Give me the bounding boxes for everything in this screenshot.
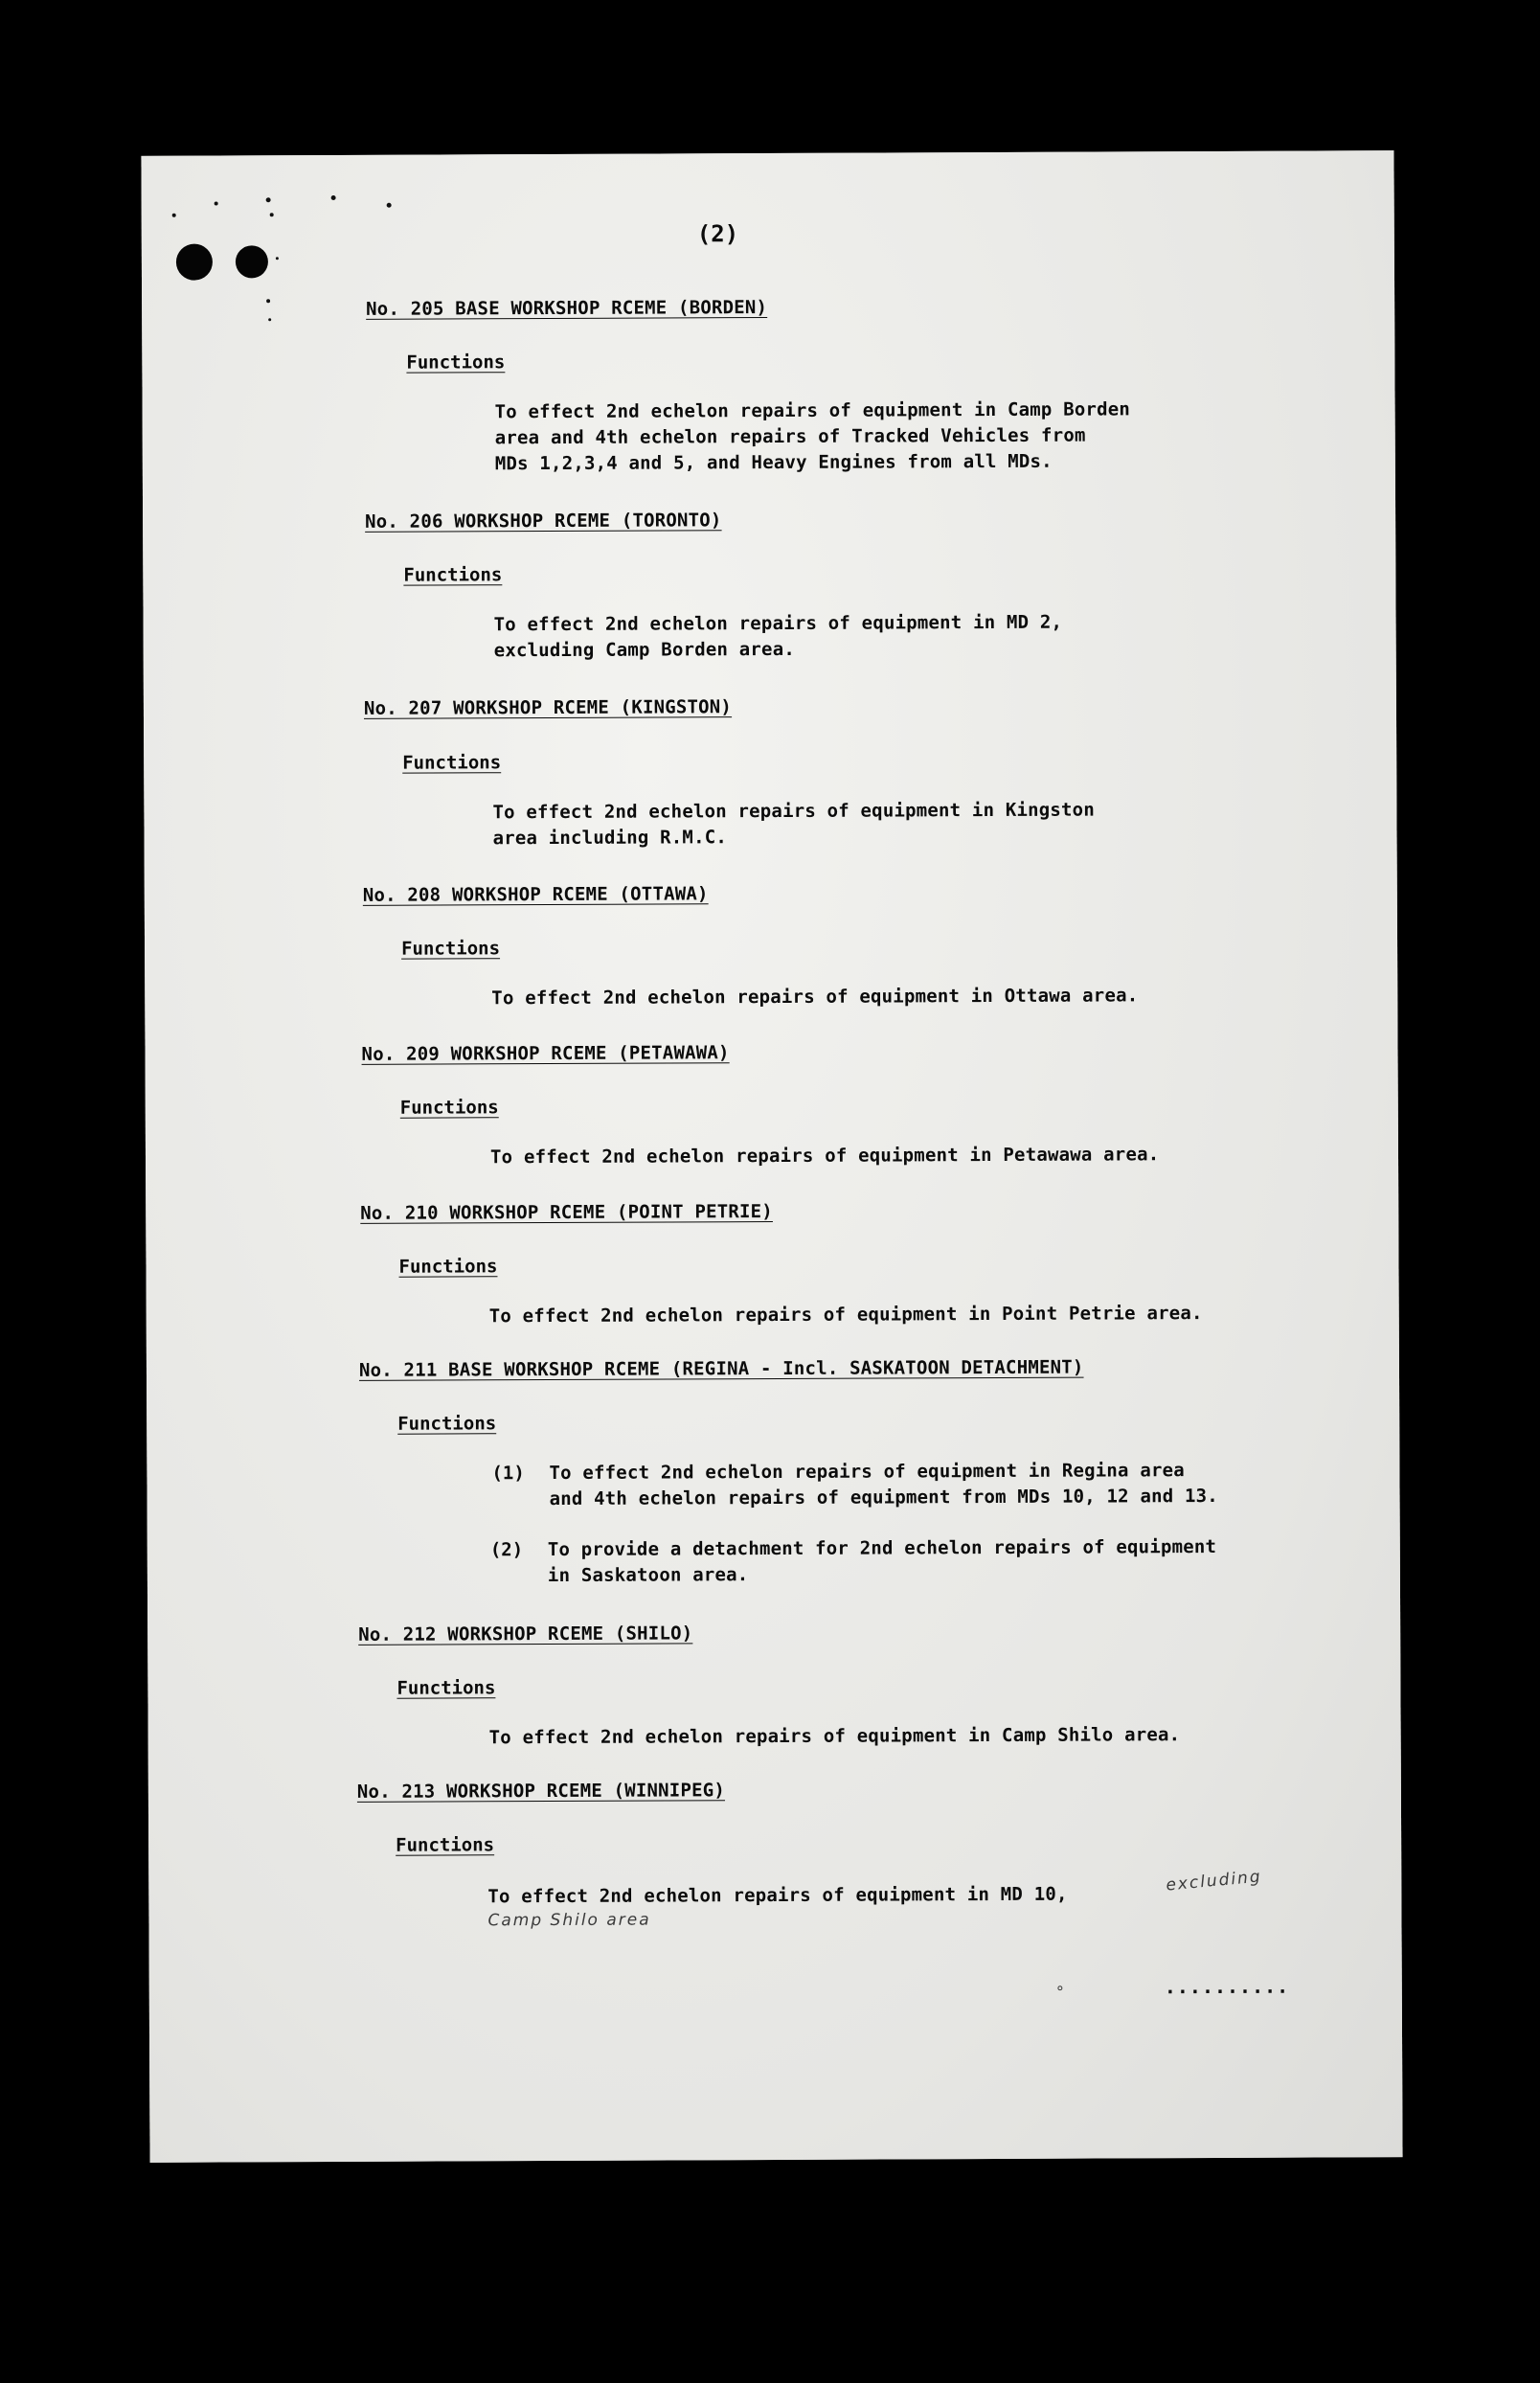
function-line: To effect 2nd echelon repairs of equipment in Camp Borden bbox=[494, 398, 1131, 423]
function-line: To effect 2nd echelon repairs of equipment in Point Petrie area. bbox=[488, 1303, 1203, 1328]
function-line: area including R.M.C. bbox=[492, 827, 728, 850]
functions-label: Functions bbox=[396, 1834, 495, 1856]
function-line: To effect 2nd echelon repairs of equipment in MD 10, bbox=[487, 1883, 1068, 1908]
section-heading-213: No. 213 WORKSHOP RCEME (WINNIPEG) bbox=[356, 1780, 726, 1803]
function-line: excluding Camp Borden area. bbox=[493, 638, 796, 662]
functions-label: Functions bbox=[403, 564, 503, 586]
function-line: To effect 2nd echelon repairs of equipment in Regina area bbox=[549, 1460, 1185, 1485]
function-line: To effect 2nd echelon repairs of equipment in Camp Shilo area. bbox=[488, 1724, 1181, 1749]
functions-label: Functions bbox=[399, 1097, 499, 1119]
item-number: (1) bbox=[491, 1463, 525, 1485]
section-heading-212: No. 212 WORKSHOP RCEME (SHILO) bbox=[358, 1623, 693, 1645]
page-number: (2) bbox=[696, 220, 739, 248]
handwritten-annotation: excluding bbox=[1165, 1867, 1263, 1895]
functions-label: Functions bbox=[402, 752, 502, 774]
section-heading-211: No. 211 BASE WORKSHOP RCEME (REGINA - Incl. SASKATOON DETACHMENT) bbox=[358, 1356, 1084, 1381]
continuation-dots: .......... bbox=[1164, 1974, 1290, 1999]
function-line: To effect 2nd echelon repairs of equipment in Petawawa area. bbox=[489, 1144, 1160, 1169]
function-line: in Saskatoon area. bbox=[547, 1564, 749, 1587]
section-heading-210: No. 210 WORKSHOP RCEME (POINT PETRIE) bbox=[360, 1200, 773, 1224]
functions-label: Functions bbox=[398, 1256, 498, 1278]
section-heading-206: No. 206 WORKSHOP RCEME (TORONTO) bbox=[365, 510, 722, 533]
function-line: area and 4th echelon repairs of Tracked Vehicles from bbox=[494, 424, 1086, 449]
functions-label: Functions bbox=[406, 352, 506, 374]
section-heading-209: No. 209 WORKSHOP RCEME (PETAWAWA) bbox=[361, 1042, 730, 1065]
function-line: and 4th echelon repairs of equipment from MDs 10, 12 and 13. bbox=[549, 1485, 1218, 1510]
function-line: To effect 2nd echelon repairs of equipment in MD 2, bbox=[493, 611, 1063, 636]
document-content bbox=[141, 150, 1402, 2163]
stray-mark: ∘ bbox=[1054, 1978, 1067, 1997]
section-heading-208: No. 208 WORKSHOP RCEME (OTTAWA) bbox=[362, 883, 709, 906]
function-line: To effect 2nd echelon repairs of equipment in Kingston bbox=[492, 799, 1095, 824]
handwritten-annotation: Camp Shilo area bbox=[487, 1910, 651, 1931]
item-number: (2) bbox=[489, 1539, 524, 1561]
section-heading-207: No. 207 WORKSHOP RCEME (KINGSTON) bbox=[363, 696, 733, 719]
section-heading-205: No. 205 BASE WORKSHOP RCEME (BORDEN) bbox=[366, 297, 768, 320]
function-line: To effect 2nd echelon repairs of equipment in Ottawa area. bbox=[491, 985, 1139, 1010]
functions-label: Functions bbox=[401, 938, 501, 960]
function-line: MDs 1,2,3,4 and 5, and Heavy Engines from all MDs. bbox=[494, 450, 1053, 475]
document-page bbox=[141, 150, 1402, 2163]
functions-label: Functions bbox=[397, 1413, 497, 1435]
functions-label: Functions bbox=[396, 1677, 496, 1699]
function-line: To provide a detachment for 2nd echelon repairs of equipment bbox=[547, 1535, 1217, 1561]
